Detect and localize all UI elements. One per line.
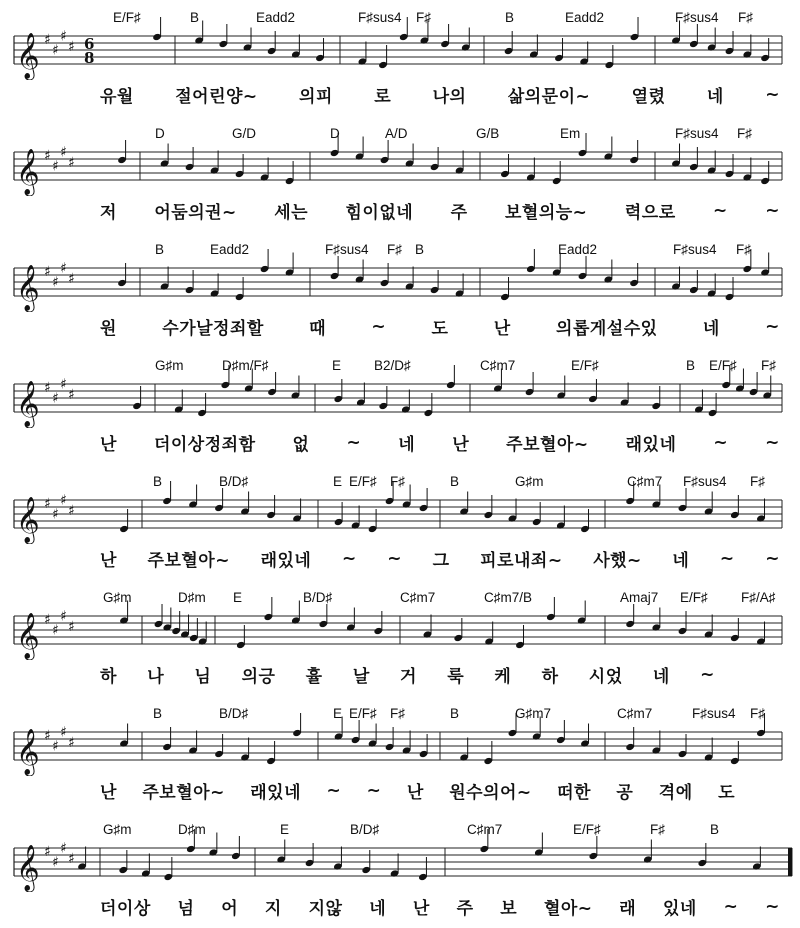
- lyric-syllable: 도: [718, 783, 735, 803]
- chord-symbol: F♯sus4: [358, 10, 402, 25]
- key-sharp-icon: ♯: [60, 492, 67, 509]
- lyric-syllable: 주보혈아~: [142, 783, 225, 803]
- key-sharp-icon: ♯: [68, 39, 75, 55]
- chord-symbol: F♯sus4: [692, 706, 736, 721]
- lyric-syllable: 네: [652, 667, 670, 687]
- chord-symbol: F♯: [736, 242, 751, 257]
- chord-symbol: E: [333, 706, 343, 721]
- lyric-syllable: 의긍: [241, 667, 276, 687]
- lyric-syllable: 없: [292, 435, 310, 455]
- lyric-syllable: 님: [194, 667, 212, 687]
- key-sharp-icon: ♯: [44, 612, 51, 628]
- chord-symbol: B: [153, 474, 163, 489]
- lyric-syllable: ~: [765, 548, 780, 569]
- lyric-syllable: 주: [450, 203, 468, 223]
- chord-symbol: B: [450, 706, 460, 721]
- chord-symbol: Eadd2: [256, 10, 296, 25]
- lyric-syllable: 주: [456, 899, 474, 919]
- lyric-syllable: 주보혈아~: [147, 551, 230, 571]
- treble-clef-icon: 𝄞: [16, 729, 40, 775]
- lyric-syllable: ~: [341, 548, 357, 569]
- treble-clef-icon: 𝄞: [16, 149, 40, 195]
- lyric-syllable: 보: [500, 899, 518, 919]
- chord-symbol: E/F♯: [709, 358, 737, 373]
- chord-symbol: Amaj7: [620, 590, 659, 605]
- treble-clef-icon: 𝄞: [16, 497, 40, 543]
- lyric-syllable: 더이상정죄함: [153, 435, 256, 455]
- chord-symbol: G♯m: [103, 590, 132, 605]
- lyric-syllable: 의롭게설수있: [556, 319, 658, 339]
- chord-symbol: B: [450, 474, 460, 489]
- chord-symbol: E/F♯: [680, 590, 708, 605]
- lyric-syllable: ~: [719, 548, 735, 569]
- chord-symbol: F♯: [750, 706, 765, 721]
- lyric-syllable: 력으로: [624, 203, 676, 223]
- lyric-syllable: 네: [672, 551, 690, 571]
- key-sharp-icon: ♯: [44, 496, 51, 512]
- chord-symbol: F♯/A♯: [741, 590, 776, 605]
- chord-symbol: G♯m: [103, 822, 132, 837]
- chord-symbol: B/D♯: [303, 590, 333, 605]
- lyric-syllable: 때: [309, 319, 327, 339]
- chord-symbol: D♯m: [178, 822, 206, 837]
- key-sharp-icon: ♯: [44, 728, 51, 744]
- lyric-syllable: 유월: [100, 87, 134, 107]
- lyric-syllable: ~: [765, 432, 780, 453]
- music-system-5: [0, 464, 800, 580]
- lyric-syllable: 휼: [305, 667, 323, 687]
- chord-symbol: Em: [560, 126, 581, 141]
- key-sharp-icon: ♯: [68, 503, 75, 519]
- key-sharp-icon: ♯: [52, 622, 59, 639]
- chord-symbol: A/D: [385, 126, 408, 141]
- lyric-syllable: 래있네: [260, 551, 312, 571]
- chord-symbol: D♯m/F♯: [222, 358, 269, 373]
- treble-clef-icon: 𝄞: [16, 613, 40, 659]
- key-sharp-icon: ♯: [60, 28, 67, 45]
- lyric-syllable: 네: [398, 435, 416, 455]
- chord-symbol: G/B: [476, 126, 500, 141]
- lyric-syllable: 공: [616, 783, 634, 803]
- chord-symbol: B: [190, 10, 200, 25]
- key-sharp-icon: ♯: [68, 619, 75, 635]
- lyric-syllable: 원수의어~: [449, 783, 532, 803]
- lyric-syllable: 시었: [588, 667, 623, 687]
- lyric-syllable: 래있네: [625, 435, 677, 455]
- chord-symbol: F♯: [390, 706, 405, 721]
- lyric-syllable: 난: [493, 319, 511, 339]
- chord-symbol: F♯sus4: [683, 474, 727, 489]
- key-sharp-icon: ♯: [52, 506, 59, 523]
- final-barline: [788, 848, 792, 876]
- chord-symbol: B: [415, 242, 425, 257]
- lyric-syllable: 세는: [274, 203, 309, 223]
- chord-symbol: B/D♯: [219, 706, 249, 721]
- chord-symbol: G♯m: [515, 474, 544, 489]
- key-sharp-icon: ♯: [52, 738, 59, 755]
- chord-symbol: C♯m7: [480, 358, 516, 373]
- lyric-syllable: ~: [326, 780, 342, 801]
- lyric-syllable: 난: [100, 783, 117, 803]
- lyric-syllable: 네: [706, 87, 724, 107]
- lyrics-line: [100, 198, 780, 223]
- chord-symbol: G/D: [232, 126, 257, 141]
- key-sharp-icon: ♯: [44, 264, 51, 280]
- treble-clef-icon: 𝄞: [16, 381, 40, 427]
- chord-symbol: G♯m: [155, 358, 184, 373]
- key-sharp-icon: ♯: [52, 158, 59, 175]
- lyric-syllable: 하: [541, 667, 559, 687]
- key-sharp-icon: ♯: [60, 260, 67, 277]
- key-sharp-icon: ♯: [68, 735, 75, 751]
- chord-symbol: E: [333, 474, 343, 489]
- lyric-syllable: ~: [700, 664, 715, 685]
- lyric-syllable: 주보혈아~: [506, 435, 589, 455]
- key-sharp-icon: ♯: [60, 376, 67, 393]
- key-sharp-icon: ♯: [52, 854, 59, 871]
- key-sharp-icon: ♯: [60, 724, 67, 741]
- lyric-syllable: 있네: [662, 899, 697, 919]
- chord-symbol: B: [710, 822, 720, 837]
- lyric-syllable: ~: [713, 432, 729, 453]
- chord-symbol: D♯m: [178, 590, 206, 605]
- chord-symbol: E/F♯: [349, 706, 377, 721]
- key-sharp-icon: ♯: [68, 155, 75, 171]
- chord-symbol: E/F♯: [349, 474, 377, 489]
- lyric-syllable: 지: [264, 899, 282, 919]
- music-system-6: [0, 580, 800, 696]
- treble-clef-icon: 𝄞: [16, 265, 40, 311]
- lyric-syllable: 케: [494, 667, 512, 687]
- lyric-syllable: 난: [100, 435, 117, 455]
- lyric-syllable: 힘이없네: [345, 203, 414, 223]
- lyric-syllable: 열렸: [631, 87, 666, 107]
- key-sharp-icon: ♯: [52, 42, 59, 59]
- lyric-syllable: 도: [431, 319, 449, 339]
- key-sharp-icon: ♯: [44, 148, 51, 164]
- key-sharp-icon: ♯: [44, 380, 51, 396]
- chord-symbol: F♯: [737, 126, 752, 141]
- music-system-7: [0, 696, 800, 812]
- key-sharp-icon: ♯: [52, 274, 59, 291]
- time-signature-bottom: 8: [84, 49, 95, 67]
- music-system-3: [0, 232, 800, 348]
- lyric-syllable: 나의: [432, 87, 467, 107]
- lyric-syllable: 그: [432, 551, 450, 571]
- lyrics-line: [100, 430, 780, 455]
- lyric-syllable: 지않: [308, 899, 343, 919]
- key-sharp-icon: ♯: [44, 32, 51, 48]
- chord-symbol: Eadd2: [565, 10, 605, 25]
- lyric-syllable: 하: [100, 667, 117, 687]
- treble-clef-icon: 𝄞: [16, 33, 40, 79]
- chord-symbol: F♯: [750, 474, 765, 489]
- chord-symbol: B: [153, 706, 163, 721]
- lyric-syllable: 피로내죄~: [480, 551, 563, 571]
- lyric-syllable: 로: [374, 87, 392, 107]
- music-system-4: [0, 348, 800, 464]
- lyric-syllable: 원: [100, 319, 117, 339]
- chord-symbol: F♯: [390, 474, 405, 489]
- chord-symbol: F♯: [738, 10, 753, 25]
- lyric-syllable: 날: [352, 667, 370, 687]
- chord-symbol: B/D♯: [350, 822, 380, 837]
- lyric-syllable: 수가날정죄할: [162, 319, 264, 339]
- chord-symbol: B/D♯: [219, 474, 249, 489]
- chord-symbol: Eadd2: [558, 242, 598, 257]
- lyric-syllable: ~: [765, 200, 780, 221]
- music-system-1: [0, 0, 800, 116]
- time-signature-top: 6: [84, 35, 95, 53]
- lyrics-line: [100, 894, 780, 919]
- chord-symbol: F♯: [416, 10, 431, 25]
- lyrics-line: [100, 662, 715, 687]
- chord-symbol: E/F♯: [113, 10, 141, 25]
- lyric-syllable: ~: [765, 316, 780, 337]
- lyric-syllable: 어: [221, 899, 239, 919]
- lyric-syllable: 네: [702, 319, 720, 339]
- lyric-syllable: 나: [147, 667, 165, 687]
- lyric-syllable: ~: [346, 432, 362, 453]
- lyric-syllable: 저: [100, 203, 117, 223]
- chord-symbol: F♯sus4: [673, 242, 717, 257]
- chord-symbol: F♯sus4: [675, 10, 719, 25]
- lyric-syllable: ~: [387, 548, 403, 569]
- music-system-2: [0, 116, 800, 232]
- lyrics-line: [100, 314, 780, 339]
- chord-symbol: G♯m7: [515, 706, 552, 721]
- music-system-8: [0, 812, 800, 928]
- chord-symbol: F♯sus4: [675, 126, 719, 141]
- key-sharp-icon: ♯: [60, 608, 67, 625]
- lyrics-line: [100, 778, 735, 803]
- chord-symbol: F♯: [761, 358, 776, 373]
- key-sharp-icon: ♯: [68, 851, 75, 867]
- lyrics-line: [100, 546, 780, 571]
- lyric-syllable: 격에: [658, 783, 693, 803]
- lyric-syllable: ~: [765, 896, 780, 917]
- chord-symbol: E: [332, 358, 342, 373]
- chord-symbol: C♯m7: [400, 590, 436, 605]
- chord-symbol: B: [155, 242, 165, 257]
- lyric-syllable: 난: [452, 435, 470, 455]
- lyric-syllable: ~: [765, 84, 780, 105]
- lyric-syllable: ~: [723, 896, 739, 917]
- lyric-syllable: 난: [100, 551, 117, 571]
- chord-symbol: E/F♯: [573, 822, 601, 837]
- lyric-syllable: 떠한: [557, 783, 591, 803]
- lyric-syllable: 룩: [447, 667, 465, 687]
- key-sharp-icon: ♯: [68, 387, 75, 403]
- lyric-syllable: 보혈의능~: [504, 203, 588, 223]
- chord-symbol: F♯sus4: [325, 242, 369, 257]
- lyric-syllable: 삶의문이~: [507, 87, 591, 107]
- lyric-syllable: 사했~: [593, 551, 642, 571]
- key-sharp-icon: ♯: [68, 271, 75, 287]
- key-sharp-icon: ♯: [60, 840, 67, 857]
- chord-symbol: E: [233, 590, 243, 605]
- chord-symbol: E: [280, 822, 290, 837]
- chord-symbol: C♯m7/B: [484, 590, 533, 605]
- lyric-syllable: 혈아~: [543, 899, 593, 919]
- lyric-syllable: 래: [619, 899, 637, 919]
- lyric-syllable: 난: [412, 899, 430, 919]
- chord-symbol: Eadd2: [210, 242, 250, 257]
- chord-symbol: D: [330, 126, 340, 141]
- treble-clef-icon: 𝄞: [16, 845, 40, 891]
- key-sharp-icon: ♯: [44, 844, 51, 860]
- lyric-syllable: 어둠의권~: [154, 203, 237, 223]
- lyric-syllable: 더이상: [100, 899, 151, 919]
- lyric-syllable: ~: [713, 200, 728, 221]
- lyric-syllable: 거: [400, 667, 417, 687]
- chord-symbol: B: [686, 358, 696, 373]
- lyric-syllable: ~: [371, 316, 387, 337]
- lyric-syllable: 절어린양~: [175, 87, 258, 107]
- lyric-syllable: 난: [406, 783, 424, 803]
- chord-symbol: D: [155, 126, 165, 141]
- lyrics-line: [100, 82, 780, 107]
- chord-symbol: F♯: [387, 242, 402, 257]
- chord-symbol: B: [505, 10, 515, 25]
- key-sharp-icon: ♯: [52, 390, 59, 407]
- chord-symbol: C♯m7: [467, 822, 503, 837]
- chord-symbol: B2/D♯: [374, 358, 411, 373]
- chord-symbol: C♯m7: [627, 474, 663, 489]
- chord-symbol: F♯: [650, 822, 665, 837]
- chord-symbol: E/F♯: [571, 358, 599, 373]
- chord-symbol: C♯m7: [617, 706, 653, 721]
- lyric-syllable: 넘: [177, 899, 195, 919]
- lyric-syllable: 래있네: [250, 783, 302, 803]
- key-sharp-icon: ♯: [60, 144, 67, 161]
- lyric-syllable: 의피: [299, 87, 333, 107]
- lyric-syllable: 네: [369, 899, 387, 919]
- lyric-syllable: ~: [366, 780, 382, 801]
